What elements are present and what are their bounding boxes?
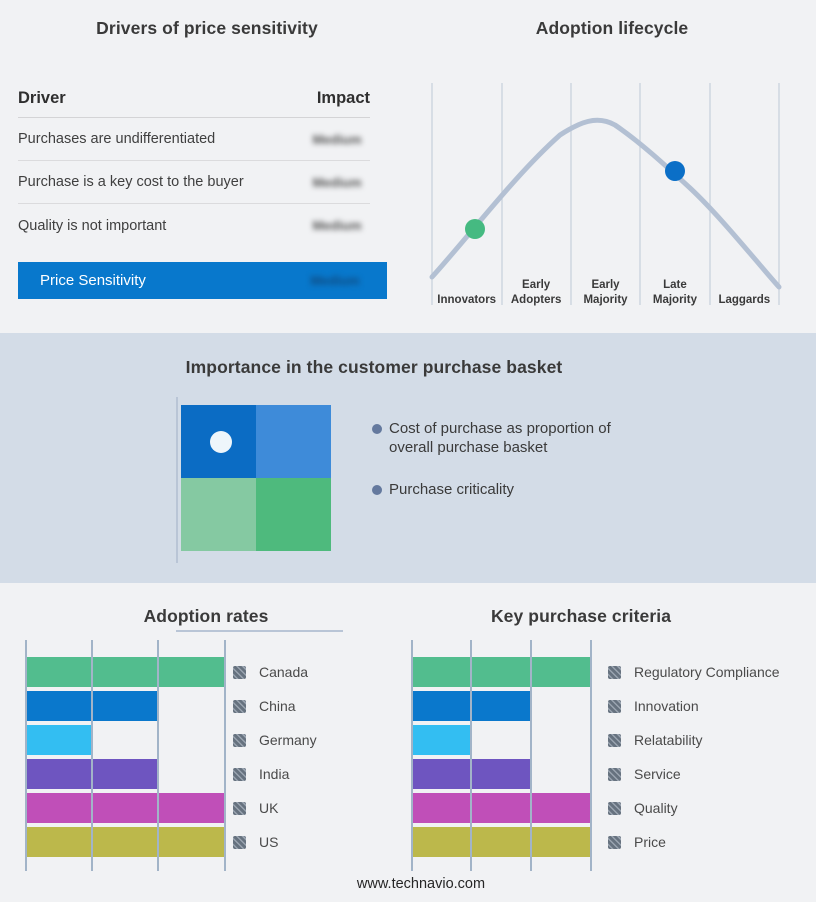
lifecycle-panel-title: Adoption lifecycle (535, 18, 689, 38)
bars (26, 657, 225, 861)
legend-swatch-icon (233, 700, 246, 713)
impact-column-header: Impact (316, 89, 370, 107)
legend-swatch-icon (233, 802, 246, 815)
bar-regulatory-compliance (412, 657, 591, 687)
stage-label-early-majority: Early Majority (583, 279, 628, 306)
legend-item (608, 691, 780, 721)
legend-swatch-icon (233, 666, 246, 679)
legend-label: Regulatory Compliance (634, 664, 780, 680)
quadrant-matrix (181, 405, 331, 551)
legend-item (233, 827, 317, 857)
impact-cell-blurred: Medium (310, 273, 360, 288)
bullet-item (372, 480, 652, 499)
bell-curve (432, 120, 779, 287)
gridline (224, 640, 226, 871)
legend-label: US (259, 834, 279, 850)
gridline (470, 640, 472, 871)
legend-item (608, 827, 780, 857)
bar-quality (412, 793, 591, 823)
legend-label: Relatability (634, 732, 703, 748)
drivers-panel-title: Drivers of price sensitivity (96, 18, 318, 38)
gridline (530, 640, 532, 871)
website-url: www.technavio.com (356, 876, 486, 892)
bar-price (412, 827, 591, 857)
legend-label: Canada (259, 664, 309, 680)
legend-item (233, 725, 317, 755)
bar-relatability (412, 725, 472, 755)
legend-swatch-icon (608, 666, 621, 679)
gridline (157, 640, 159, 871)
legend-swatch-icon (608, 836, 621, 849)
legend-swatch-icon (233, 836, 246, 849)
bar-uk (26, 793, 225, 823)
legend-item (233, 759, 317, 789)
quadrant-bottom-left (181, 478, 256, 551)
gridline (590, 640, 592, 871)
drivers-table-rows (18, 118, 387, 299)
driver-row-highlighted (18, 262, 387, 299)
quadrant-top-right (256, 405, 331, 478)
driver-row (18, 118, 370, 161)
legend-label: Germany (259, 732, 317, 748)
driver-cell: Purchases are undifferentiated (18, 131, 216, 147)
legend-swatch-icon (608, 802, 621, 815)
quadrant-top-left (181, 405, 256, 478)
legend-swatch-icon (608, 700, 621, 713)
legend-label: China (259, 698, 296, 714)
adoption-rates-legend (233, 657, 317, 861)
bullet-item (372, 419, 652, 457)
gridline (25, 640, 27, 871)
legend-label: Service (634, 766, 681, 782)
bottom-charts-section (0, 583, 816, 902)
legend-label: Innovation (634, 698, 699, 714)
legend-swatch-icon (233, 734, 246, 747)
key-purchase-criteria-legend (608, 657, 780, 861)
driver-cell: Price Sensitivity (40, 272, 146, 289)
gridline (411, 640, 413, 871)
gridline (91, 640, 93, 871)
driver-cell: Purchase is a key cost to the buyer (18, 174, 244, 190)
legend-label: UK (259, 800, 279, 816)
adoption-rates-title: Adoption rates (143, 606, 269, 626)
stage-label-early-adopters: Early Adopters (510, 279, 562, 306)
drivers-table (18, 89, 387, 299)
basket-bullet-list (372, 419, 652, 522)
bars (412, 657, 591, 861)
legend-item (233, 793, 317, 823)
legend-item (233, 691, 317, 721)
legend-item (608, 793, 780, 823)
position-dot (210, 431, 232, 453)
innovators-marker-dot (465, 219, 485, 239)
legend-label: India (259, 766, 290, 782)
late-majority-marker-dot (665, 161, 685, 181)
bar-canada (26, 657, 225, 687)
impact-cell-blurred: Medium (312, 218, 362, 233)
key-purchase-criteria-plot (411, 640, 591, 871)
purchase-basket-band (0, 333, 816, 583)
basket-panel-title: Importance in the customer purchase basket (185, 357, 563, 377)
stage-label-late-majority: Late Majority (652, 279, 697, 306)
bar-us (26, 827, 225, 857)
bullet-dot-icon (372, 485, 382, 495)
legend-item (608, 759, 780, 789)
legend-item (608, 725, 780, 755)
legend-swatch-icon (608, 768, 621, 781)
quadrant-y-axis (176, 397, 178, 563)
legend-label: Quality (634, 800, 678, 816)
stage-label-innovators: Innovators (437, 293, 497, 306)
key-purchase-criteria-title: Key purchase criteria (490, 606, 672, 626)
bullet-text: Cost of purchase as proportion of overall purchase basket (389, 420, 611, 456)
legend-label: Price (634, 834, 666, 850)
driver-row (18, 204, 370, 247)
adoption-rates-plot (25, 640, 225, 871)
bullet-text: Purchase criticality (389, 481, 515, 498)
legend-swatch-icon (233, 768, 246, 781)
impact-cell-blurred: Medium (312, 131, 362, 147)
driver-cell: Quality is not important (18, 217, 167, 234)
stage-label-laggards: Laggards (718, 293, 771, 306)
legend-item (233, 657, 317, 687)
bar-germany (26, 725, 92, 755)
impact-cell-blurred: Medium (312, 174, 362, 190)
legend-item (608, 657, 780, 687)
lifecycle-stage-labels (432, 263, 779, 308)
legend-swatch-icon (608, 734, 621, 747)
quadrant-bottom-right (256, 478, 331, 551)
drivers-table-header (18, 89, 370, 118)
driver-column-header: Driver (18, 89, 66, 107)
bullet-dot-icon (372, 424, 382, 434)
driver-row (18, 161, 370, 204)
